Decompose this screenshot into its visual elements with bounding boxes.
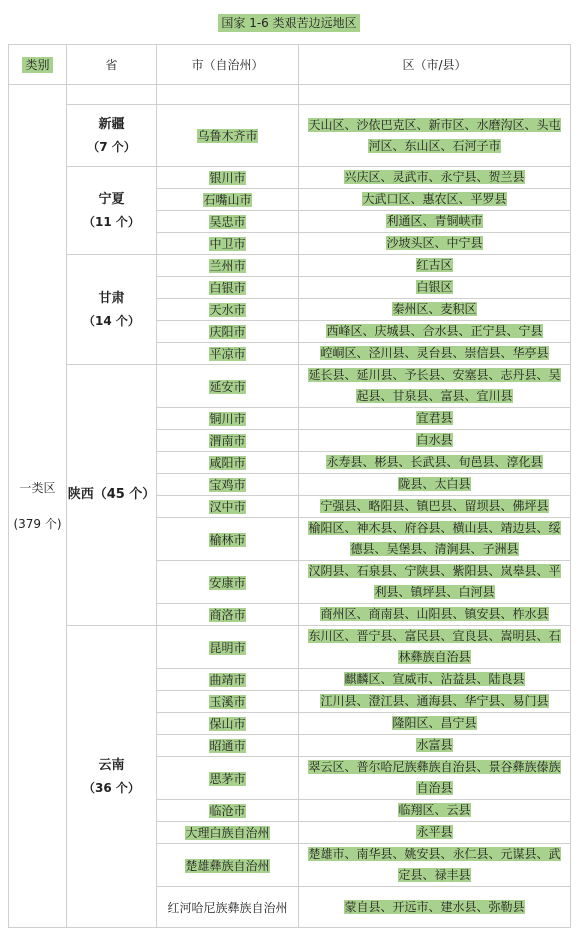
district-cell: 永寿县、彬县、长武县、旬邑县、淳化县 <box>299 452 571 474</box>
table-row <box>9 105 571 167</box>
city-cell: 石嘴山市 <box>157 189 299 211</box>
district-cell: 翠云区、普尔哈尼族彝族自治县、景谷彝族傣族自治县 <box>299 757 571 800</box>
city-cell: 咸阳市 <box>157 452 299 474</box>
city-cell: 榆林市 <box>157 518 299 561</box>
district-cell: 临翔区、云县 <box>299 800 571 822</box>
district-cell: 水富县 <box>299 735 571 757</box>
spacer-row <box>9 85 571 105</box>
city-cell: 宝鸡市 <box>157 474 299 496</box>
city-cell: 红河哈尼族彝族自治州 <box>157 887 299 928</box>
city-cell: 临沧市 <box>157 800 299 822</box>
city-cell: 大理白族自治州 <box>157 822 299 844</box>
city-cell: 平凉市 <box>157 343 299 365</box>
district-cell: 东川区、晋宁县、富民县、宜良县、嵩明县、石林彝族自治县 <box>299 626 571 669</box>
district-cell: 江川县、澄江县、通海县、华宁县、易门县 <box>299 691 571 713</box>
district-cell: 利通区、青铜峡市 <box>299 211 571 233</box>
district-cell: 西峰区、庆城县、合水县、正宁县、宁县 <box>299 321 571 343</box>
district-cell: 兴庆区、灵武市、永宁县、贺兰县 <box>299 167 571 189</box>
district-cell: 崆峒区、泾川县、灵台县、崇信县、华亭县 <box>299 343 571 365</box>
city-cell: 延安市 <box>157 365 299 408</box>
city-cell: 乌鲁木齐市 <box>157 105 299 167</box>
district-cell: 宜君县 <box>299 408 571 430</box>
district-cell: 秦州区、麦积区 <box>299 299 571 321</box>
city-cell: 天水市 <box>157 299 299 321</box>
header-row <box>9 45 571 85</box>
district-cell: 红古区 <box>299 255 571 277</box>
city-cell: 思茅市 <box>157 757 299 800</box>
city-cell: 保山市 <box>157 713 299 735</box>
city-cell: 银川市 <box>157 167 299 189</box>
region-table <box>8 44 571 928</box>
district-cell: 蒙自县、开远市、建水县、弥勒县 <box>299 887 571 928</box>
city-cell: 白银市 <box>157 277 299 299</box>
header-district: 区（市/县） <box>299 45 571 85</box>
district-cell: 麒麟区、宣威市、沾益县、陆良县 <box>299 669 571 691</box>
page-title: 国家 1-6 类艰苦边远地区 <box>218 14 359 32</box>
province-cell: 宁夏 （11 个） <box>67 167 157 255</box>
district-cell: 榆阳区、神木县、府谷县、横山县、靖边县、绥德县、吴堡县、清涧县、子洲县 <box>299 518 571 561</box>
district-cell: 沙坡头区、中宁县 <box>299 233 571 255</box>
table-row <box>9 365 571 408</box>
table-row <box>9 255 571 277</box>
district-cell: 天山区、沙依巴克区、新市区、水磨沟区、头屯河区、东山区、石河子市 <box>299 105 571 167</box>
city-cell: 楚雄彝族自治州 <box>157 844 299 887</box>
district-cell: 隆阳区、昌宁县 <box>299 713 571 735</box>
province-cell: 新疆 （7 个） <box>67 105 157 167</box>
city-cell: 玉溪市 <box>157 691 299 713</box>
table-row <box>9 167 571 189</box>
district-cell: 大武口区、惠农区、平罗县 <box>299 189 571 211</box>
district-cell: 楚雄市、南华县、姚安县、永仁县、元谋县、武定县、禄丰县 <box>299 844 571 887</box>
city-cell: 昭通市 <box>157 735 299 757</box>
district-cell: 汉阴县、石泉县、宁陕县、紫阳县、岚皋县、平利县、镇坪县、白河县 <box>299 561 571 604</box>
header-city: 市（自治州） <box>157 45 299 85</box>
district-cell: 陇县、太白县 <box>299 474 571 496</box>
city-cell: 中卫市 <box>157 233 299 255</box>
city-cell: 庆阳市 <box>157 321 299 343</box>
province-cell: 云南 （36 个） <box>67 626 157 928</box>
district-cell: 延长县、延川县、予长县、安塞县、志丹县、吴起县、甘泉县、富县、宜川县 <box>299 365 571 408</box>
table-row <box>9 626 571 669</box>
city-cell: 昆明市 <box>157 626 299 669</box>
category-name: 一类区 <box>19 481 56 495</box>
city-cell: 渭南市 <box>157 430 299 452</box>
category-count: (379 个) <box>13 517 62 531</box>
district-cell: 白银区 <box>299 277 571 299</box>
province-cell: 陕西（45 个） <box>67 365 157 626</box>
district-cell: 宁强县、略阳县、镇巴县、留坝县、佛坪县 <box>299 496 571 518</box>
header-province: 省 <box>67 45 157 85</box>
header-category: 类别 <box>9 45 67 85</box>
category-cell <box>9 85 67 928</box>
city-cell: 铜川市 <box>157 408 299 430</box>
district-cell: 白水县 <box>299 430 571 452</box>
province-cell: 甘肃 （14 个） <box>67 255 157 365</box>
city-cell: 商洛市 <box>157 604 299 626</box>
city-cell: 汉中市 <box>157 496 299 518</box>
title-wrap <box>0 12 578 32</box>
district-cell: 永平县 <box>299 822 571 844</box>
district-cell: 商州区、商南县、山阳县、镇安县、柞水县 <box>299 604 571 626</box>
city-cell: 兰州市 <box>157 255 299 277</box>
city-cell: 曲靖市 <box>157 669 299 691</box>
city-cell: 吴忠市 <box>157 211 299 233</box>
city-cell: 安康市 <box>157 561 299 604</box>
